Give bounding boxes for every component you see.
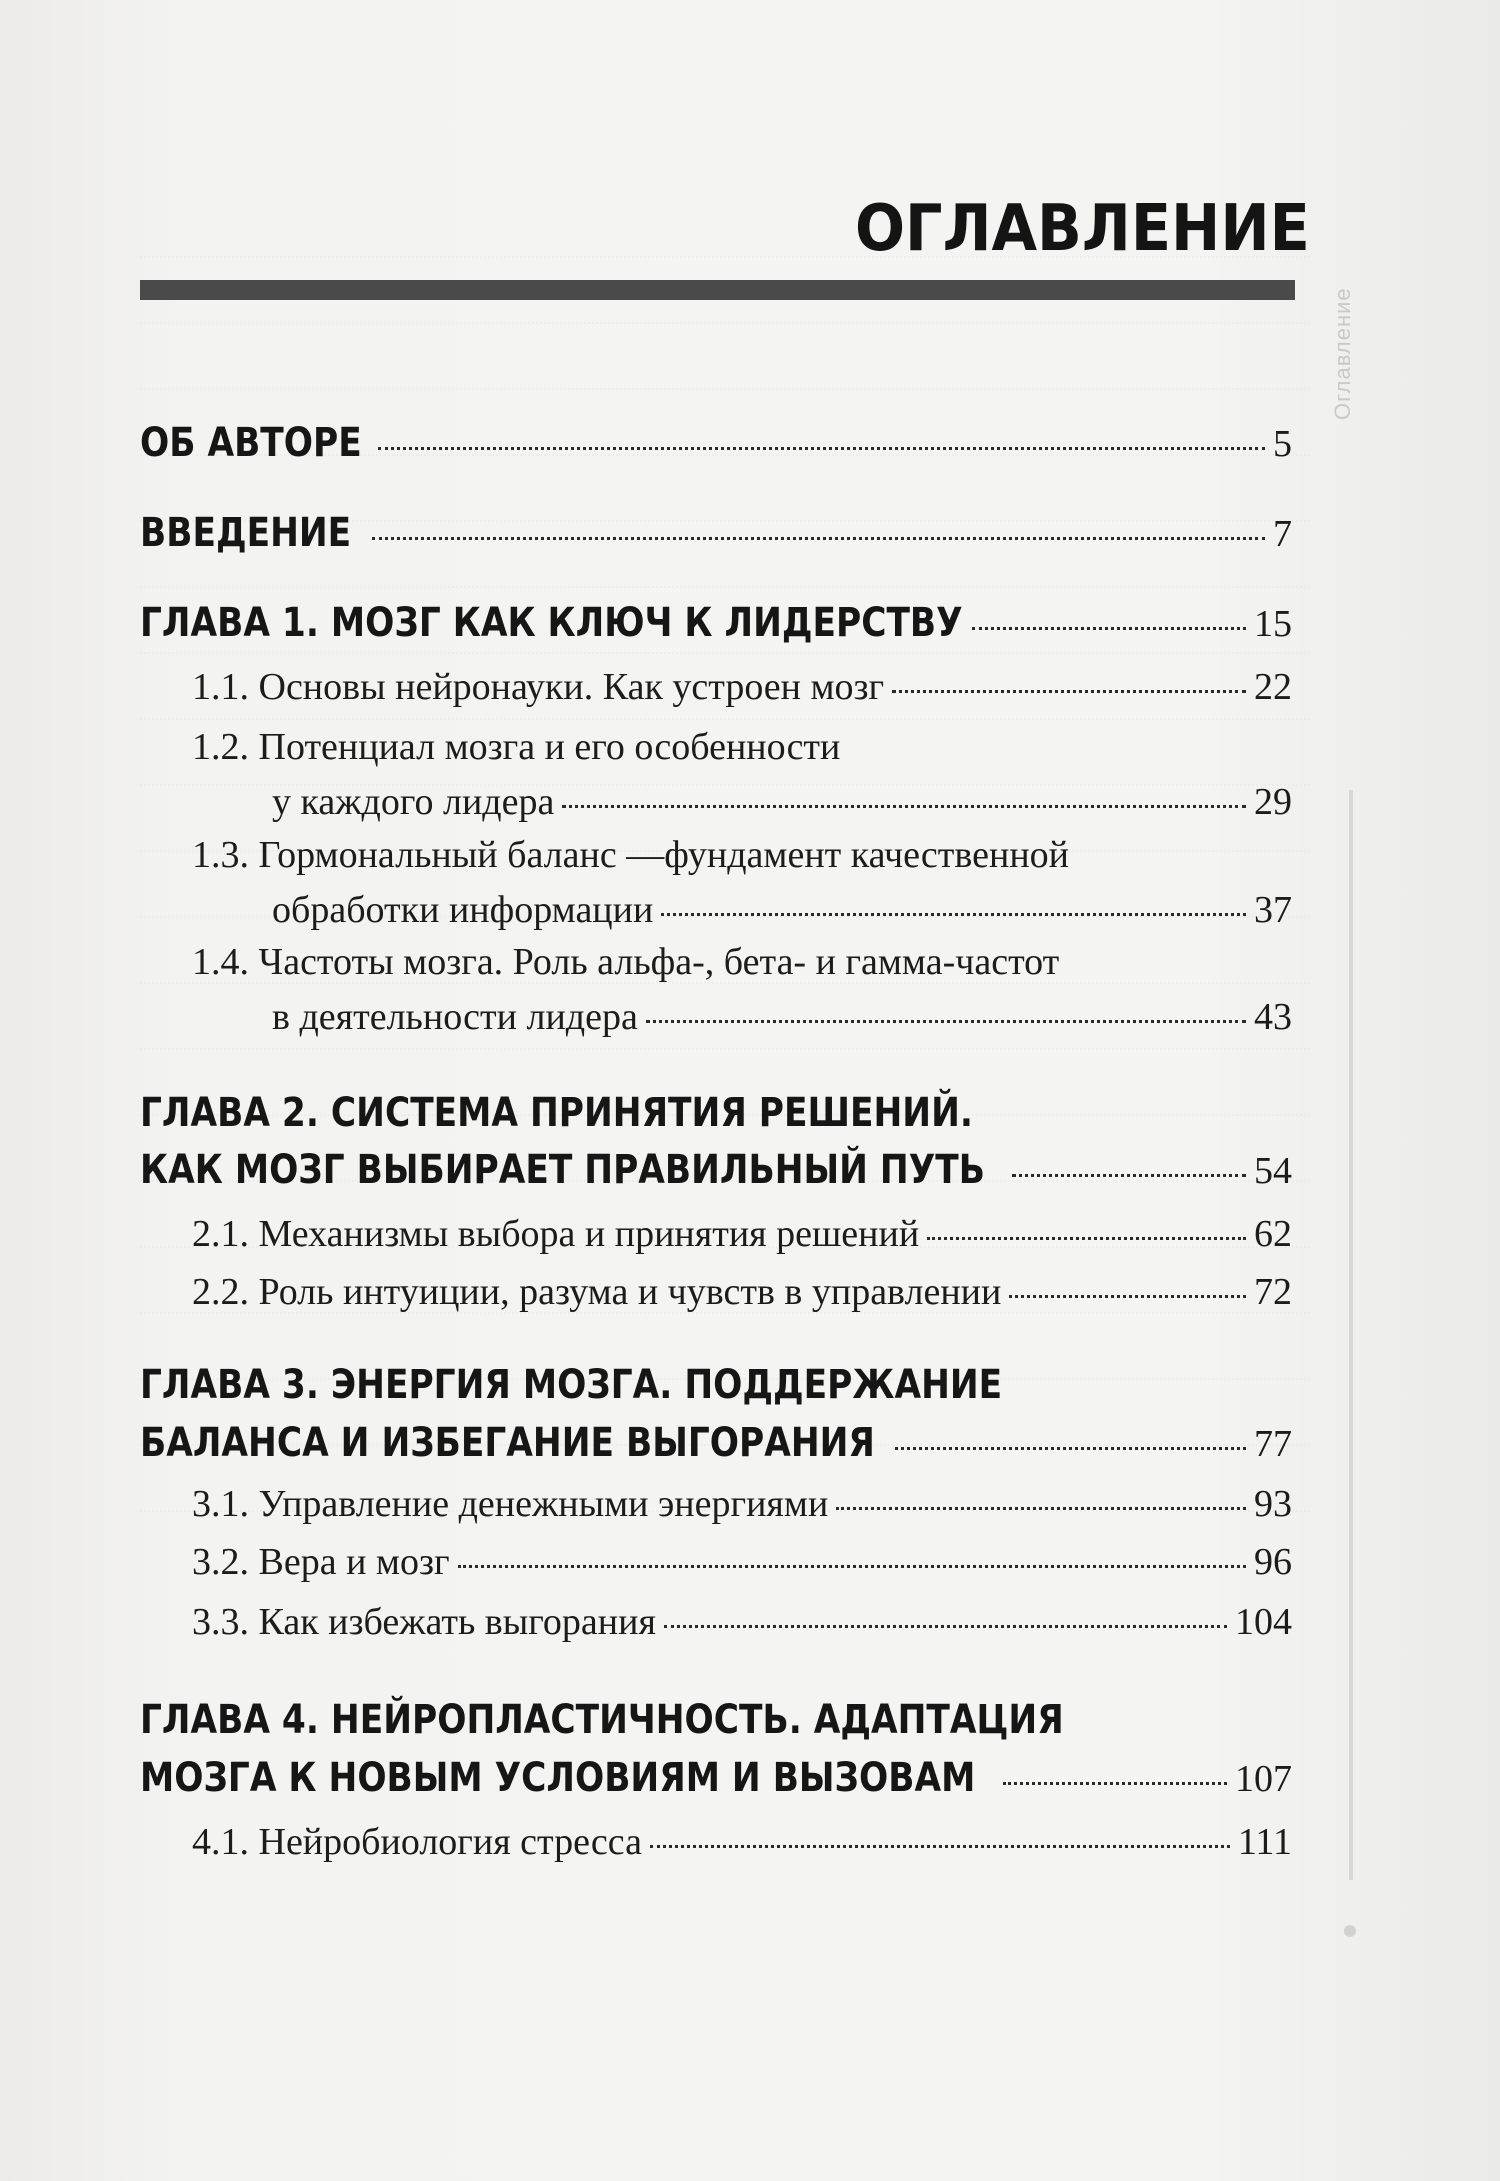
- dot-leader: [892, 690, 1246, 693]
- toc-entry-label: 2.1. Механизмы выбора и принятия решений: [192, 1213, 920, 1255]
- toc-page-number: 62: [1254, 1213, 1292, 1255]
- toc-entry-label: у каждого лидера: [272, 781, 555, 823]
- side-mark: [1344, 1925, 1356, 1937]
- dot-leader: [562, 805, 1246, 808]
- dot-leader: [972, 627, 1246, 630]
- toc-entry-1-4-line1[interactable]: 1.4. Частоты мозга. Роль альфа-, бета- и гамма-частот: [192, 941, 1060, 983]
- toc-entry-1-2-line1[interactable]: 1.2. Потенциал мозга и его особенности: [192, 726, 841, 768]
- dot-leader: [661, 913, 1246, 916]
- toc-page-number: 104: [1235, 1601, 1292, 1643]
- toc-entry-1-2[interactable]: [272, 780, 1292, 824]
- toc-entry-label: 4.1. Нейробиология стресса: [192, 1821, 642, 1863]
- dot-leader: [664, 1625, 1227, 1628]
- toc-entry-chapter-2-line1[interactable]: ГЛАВА 2. СИСТЕМА ПРИНЯТИЯ РЕШЕНИЙ.: [140, 1090, 973, 1136]
- toc-page-number: 29: [1254, 781, 1292, 823]
- toc-entry-chapter-3[interactable]: [140, 1420, 1292, 1466]
- toc-page-number: 37: [1254, 889, 1292, 931]
- toc-page-number: 7: [1273, 513, 1292, 555]
- toc-entry-label: 3.3. Как избежать выгорания: [192, 1601, 656, 1643]
- toc-entry-about-author[interactable]: [140, 420, 1292, 466]
- toc-entry-label: КАК МОЗГ ВЫБИРАЕТ ПРАВИЛЬНЫЙ ПУТЬ: [140, 1147, 985, 1193]
- toc-entry-chapter-4-line1[interactable]: ГЛАВА 4. НЕЙРОПЛАСТИЧНОСТЬ. АДАПТАЦИЯ: [140, 1697, 1064, 1743]
- toc-page-number: 43: [1254, 996, 1292, 1038]
- toc-entry-2-1[interactable]: [192, 1212, 1292, 1256]
- page-title: ОГЛАВЛЕНИЕ: [855, 192, 1310, 266]
- dot-leader: [1012, 1174, 1246, 1177]
- toc-entry-3-2[interactable]: [192, 1540, 1292, 1584]
- toc-entry-1-3-line1[interactable]: 1.3. Гормональный баланс —фундамент качественной: [192, 834, 1069, 876]
- toc-entry-4-1[interactable]: [192, 1820, 1292, 1864]
- toc-entry-2-2[interactable]: [192, 1270, 1292, 1314]
- running-head: Оглавление: [1330, 287, 1355, 420]
- toc-entry-3-1[interactable]: [192, 1482, 1292, 1526]
- dot-leader: [927, 1237, 1246, 1240]
- dot-leader: [895, 1447, 1246, 1450]
- toc-page-number: 5: [1273, 423, 1292, 465]
- toc-entry-3-3[interactable]: [192, 1600, 1292, 1644]
- title-rule: [140, 280, 1295, 300]
- toc-page-number: 77: [1254, 1423, 1292, 1465]
- toc-entry-label: ГЛАВА 1. МОЗГ КАК КЛЮЧ К ЛИДЕРСТВУ: [140, 600, 963, 646]
- dot-leader: [458, 1565, 1246, 1568]
- dot-leader: [1009, 1295, 1246, 1298]
- toc-page-number: 107: [1235, 1758, 1292, 1800]
- toc-entry-1-3[interactable]: [272, 888, 1292, 932]
- toc-entry-label: БАЛАНСА И ИЗБЕГАНИЕ ВЫГОРАНИЯ: [140, 1420, 875, 1466]
- toc-page-number: 22: [1254, 666, 1292, 708]
- toc-entry-label: 3.2. Вера и мозг: [192, 1541, 450, 1583]
- toc-page-number: 93: [1254, 1483, 1292, 1525]
- toc-entry-label: МОЗГА К НОВЫМ УСЛОВИЯМ И ВЫЗОВАМ: [140, 1755, 976, 1801]
- toc-entry-intro[interactable]: [140, 510, 1292, 556]
- dot-leader: [836, 1507, 1246, 1510]
- dot-leader: [1003, 1782, 1227, 1785]
- toc-entry-chapter-2[interactable]: [140, 1147, 1292, 1193]
- dot-leader: [650, 1845, 1230, 1848]
- dot-leader: [646, 1020, 1246, 1023]
- toc-entry-chapter-3-line1[interactable]: ГЛАВА 3. ЭНЕРГИЯ МОЗГА. ПОДДЕРЖАНИЕ: [140, 1362, 1003, 1408]
- toc-entry-label: обработки информации: [272, 889, 654, 931]
- toc-entry-1-4[interactable]: [272, 995, 1292, 1039]
- toc-entry-label: 2.2. Роль интуиции, разума и чувств в управлении: [192, 1271, 1002, 1313]
- toc-page-number: 54: [1254, 1150, 1292, 1192]
- toc-entry-1-1[interactable]: [192, 665, 1292, 709]
- toc-entry-label: ВВЕДЕНИЕ: [140, 510, 352, 556]
- toc-page-number: 96: [1254, 1541, 1292, 1583]
- toc-entry-label: 1.1. Основы нейронауки. Как устроен мозг: [192, 666, 885, 708]
- toc-page-number: 111: [1237, 1821, 1292, 1863]
- toc-entry-label: 3.1. Управление денежными энергиями: [192, 1483, 829, 1525]
- toc-entry-chapter-4[interactable]: [140, 1755, 1292, 1801]
- toc-entry-label: в деятельности лидера: [272, 996, 638, 1038]
- toc-entry-label: ОБ АВТОРЕ: [140, 420, 362, 466]
- toc-page-number: 72: [1254, 1271, 1292, 1313]
- toc-entry-chapter-1[interactable]: [140, 600, 1292, 646]
- side-rule: [1349, 790, 1353, 1880]
- dot-leader: [372, 537, 1265, 540]
- dot-leader: [378, 447, 1265, 450]
- toc-page-number: 15: [1254, 603, 1292, 645]
